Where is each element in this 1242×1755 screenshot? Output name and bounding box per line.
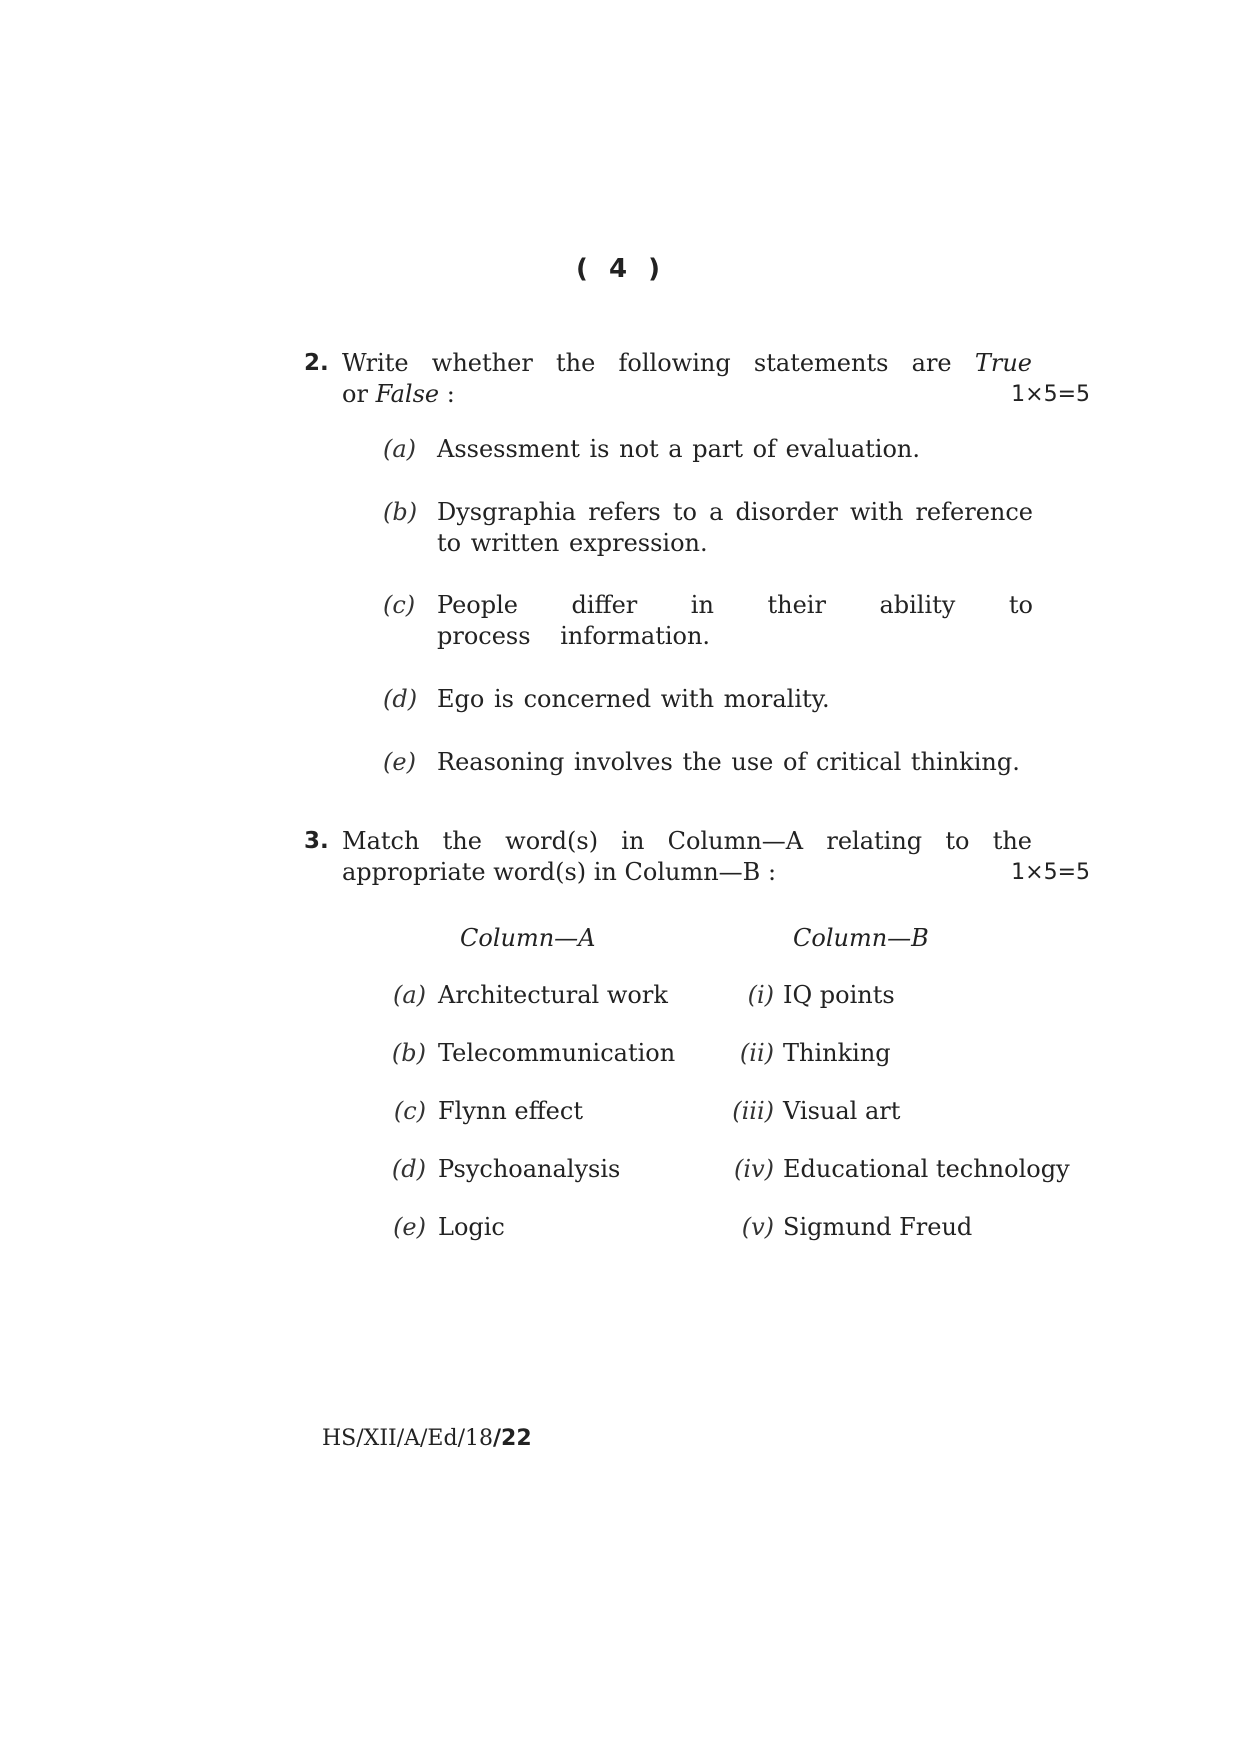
item-text: Sigmund Freud [783, 1213, 973, 1241]
table-row [380, 980, 700, 1011]
item-label: (a) [383, 435, 417, 463]
item-label: (ii) [739, 1039, 774, 1067]
item-text: Ego is concerned with morality. [437, 685, 830, 713]
question-number: 2. [304, 350, 329, 376]
question-2-line1: Write whether the following statements are True [342, 349, 1032, 377]
item-label: (b) [383, 498, 418, 526]
paper-code-suffix: /22 [492, 1426, 532, 1451]
question-3-line1: Match the word(s) in Column—A relating to the [342, 827, 1032, 855]
item-text: Dysgraphia refers to a disorder with reference to written expression. [437, 498, 1033, 557]
paper-code: HS/XII/A/Ed/18/22 [322, 1426, 532, 1451]
item-text: Assessment is not a part of evaluation. [437, 435, 920, 463]
table-row [724, 1212, 1094, 1243]
item-label: (v) [741, 1213, 774, 1241]
table-row [724, 1154, 1094, 1185]
table-row [724, 1096, 1094, 1127]
question-2 [304, 348, 1090, 410]
item-text: People differ in their ability to process information. [437, 591, 1033, 650]
item-text: Telecommunication [438, 1039, 676, 1067]
column-a-heading: Column—A [460, 924, 596, 952]
list-item [383, 684, 1033, 715]
item-text: Logic [438, 1213, 505, 1241]
list-item [383, 434, 1033, 465]
question-2-line2: or False : 1×5=5 [342, 380, 1090, 408]
item-text: Psychoanalysis [438, 1155, 621, 1183]
item-label: (i) [747, 981, 774, 1009]
table-row [380, 1096, 700, 1127]
question-number: 3. [304, 828, 329, 854]
item-label: (iv) [734, 1155, 774, 1183]
item-label: (d) [391, 1155, 426, 1183]
page-number: ( 4 ) [576, 254, 666, 284]
marks: 1×5=5 [1011, 860, 1090, 885]
table-row [724, 980, 1094, 1011]
list-item [383, 497, 1033, 559]
table-row [380, 1154, 700, 1185]
item-label: (c) [393, 1097, 426, 1125]
item-label: (c) [383, 591, 416, 619]
item-text: IQ points [783, 981, 895, 1009]
question-3-line2: appropriate word(s) in Column—B : 1×5=5 [342, 858, 1090, 886]
item-label: (e) [383, 748, 416, 776]
list-item [383, 590, 1033, 652]
table-row [724, 1038, 1094, 1069]
item-text: Visual art [783, 1097, 901, 1125]
table-row [380, 1212, 700, 1243]
item-text: Thinking [783, 1039, 891, 1067]
column-b-heading: Column—B [793, 924, 929, 952]
item-label: (iii) [732, 1097, 774, 1125]
item-label: (b) [391, 1039, 426, 1067]
table-row [380, 1038, 700, 1069]
item-label: (e) [393, 1213, 426, 1241]
item-label: (a) [392, 981, 426, 1009]
false-word: False [375, 380, 440, 408]
marks: 1×5=5 [1011, 382, 1090, 407]
item-text: Flynn effect [438, 1097, 583, 1125]
item-text: Educational technology [783, 1155, 1070, 1183]
item-text: Reasoning involves the use of critical thinking. [437, 748, 1020, 776]
list-item [383, 747, 1033, 778]
question-3 [304, 826, 1090, 888]
item-text: Architectural work [438, 981, 668, 1009]
item-label: (d) [383, 685, 418, 713]
